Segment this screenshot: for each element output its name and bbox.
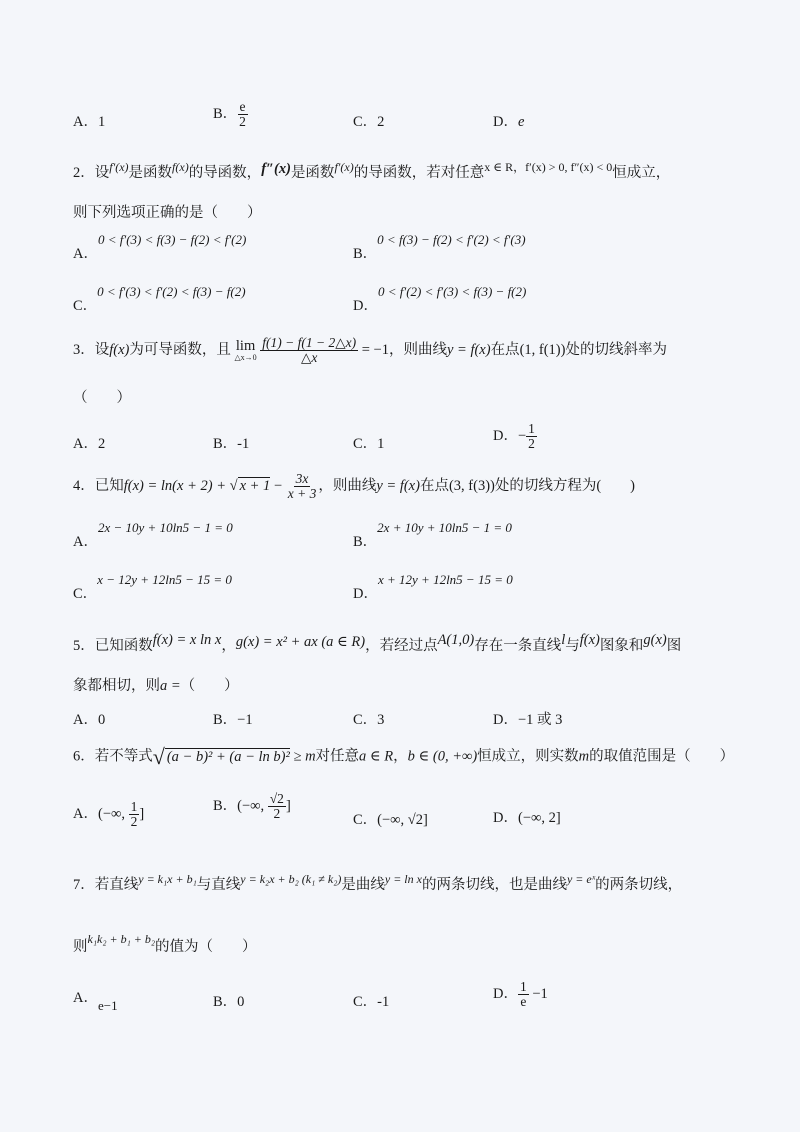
q3-option-b: B．-1 (213, 436, 250, 452)
q5-option-c: C．3 (353, 712, 385, 728)
q1-option-d: D．e (493, 114, 525, 130)
q6-option-d: D．(−∞, 2] (493, 810, 561, 826)
q4-option-c: C．x − 12y + 12ln5 − 15 = 0 (73, 572, 232, 602)
q7-option-a: A．e−1 (73, 990, 118, 1013)
q3-paren: （ ） (73, 390, 131, 406)
q2-option-b: B．0 < f(3) − f(2) < f′(2) < f′(3) (353, 232, 526, 262)
q5-option-a: A．0 (73, 712, 106, 728)
q6-option-b: B．(−∞, $\frac{√2}{2}$ ] (213, 791, 291, 822)
q7-stem: 7．若直线$^{y = k_1x + b_1}$与直线$^{y = k_2x + b_2 (k_1 \ne k_2)}$是曲线$^{y = ln x}$的两条切线，也是曲线$^{y = eˣ}$的两条切线， (73, 872, 683, 893)
q3-stem: 3．设f(x)为可导函数，且 lim △x→0 $\frac{f(1) - f(1 - 2\triangle x)}{\triangle x}$ = −1，则曲线y = f(x)在点(1, f(1))处的切线斜率为 (73, 335, 667, 366)
q2-option-a: A．0 < f′(3) < f(3) − f(2) < f′(2) (73, 232, 247, 262)
q2-option-c: C．0 < f′(3) < f′(2) < f(3) − f(2) (73, 284, 246, 314)
q4-option-a: A．2x − 10y + 10ln5 − 1 = 0 (73, 520, 233, 550)
q6-option-a: A．(−∞, $\frac{1}{2}$ ] (73, 799, 145, 830)
q5-stem-line2: 象都相切，则a =（ ） (73, 678, 239, 694)
q4-option-d: D．x + 12y + 12ln5 − 15 = 0 (353, 572, 513, 602)
q5-option-b: B．−1 (213, 712, 253, 728)
q7-option-b: B．0 (213, 994, 245, 1010)
q2-stem: 2．设$^{f'(x)}$是函数$^{f(x)}$的导函数，f″(x)是函数$^{f'(x)}$的导函数，若对任意$^{x \in R,f'(x) > 0, f''(x) < 0}$恒成立， (73, 160, 671, 181)
q7-stem-line2: 则$^{k_1k_2 + b_1 + b_2}$的值为（ ） (73, 932, 257, 955)
q6-option-c: C．(−∞, √2] (353, 812, 428, 828)
q4-stem: 4．已知f(x) = ln(x + 2) + √ x + 1 − $\frac{3x}{x + 3}$ ，则曲线y = f(x)在点(3, f(3))处的切线方程为( ) (73, 471, 636, 502)
q3-option-d: D．− $\frac{1}{2}$ (493, 421, 535, 452)
q6-stem: 6．若不等式√ (a − b)² + (a − ln b)² ≥ m对任意a ∈ R，b ∈ (0, +∞)恒成立，则实数m的取值范围是（ ） (73, 744, 735, 769)
q1-option-b: B． $\frac{e}{2}$ (213, 99, 246, 130)
q1-option-a: A．1 (73, 114, 106, 130)
q7-option-d: D． $\frac{1}{e}$ −1 (493, 979, 548, 1010)
q7-option-c: C．-1 (353, 994, 390, 1010)
q2-stem-line2: 则下列选项正确的是（ ） (73, 205, 262, 221)
q4-option-b: B．2x + 10y + 10ln5 − 1 = 0 (353, 520, 512, 550)
q3-option-a: A．2 (73, 436, 106, 452)
q5-stem: 5．已知函数f(x) = x ln x，g(x) = x² + ax (a ∈ R)，若经过点A(1,0)存在一条直线l与f(x)图象和g(x)图 (73, 632, 682, 654)
q5-option-d: D．−1 或 3 (493, 712, 563, 728)
q2-option-d: D．0 < f′(2) < f′(3) < f(3) − f(2) (353, 284, 527, 314)
q3-option-c: C．1 (353, 436, 385, 452)
q1-option-c: C．2 (353, 114, 385, 130)
